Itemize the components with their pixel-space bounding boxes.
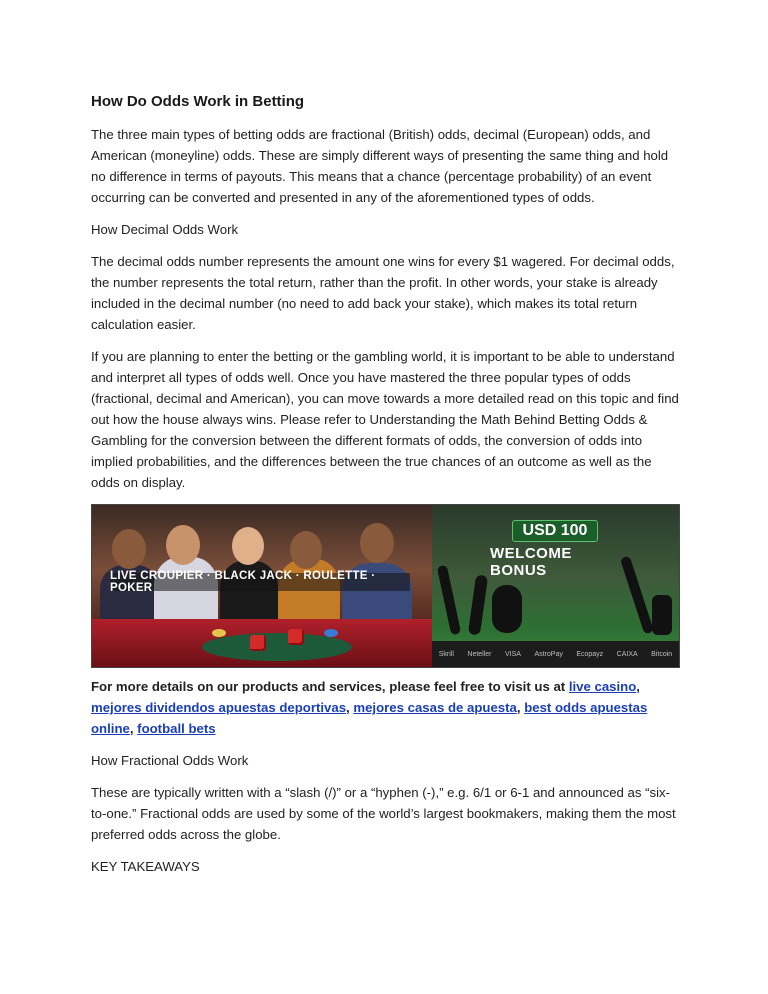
payment-logo: Neteller <box>467 650 492 658</box>
links-paragraph: For more details on our products and services, please feel free to visit us at live casino, mejores dividendos apuestas deportivas, mejores casas de apuesta, best odds apuestas online, football bets <box>91 679 648 736</box>
decimal-heading: How Decimal Odds Work <box>91 222 239 237</box>
link-best-odds[interactable]: best odds apuestas online <box>91 700 648 736</box>
payment-logo: AstroPay <box>534 650 563 658</box>
casino-photo <box>92 505 432 667</box>
chip-icon <box>324 629 338 637</box>
decimal-paragraph: The decimal odds number represents the amount one wins for every $1 wagered. For decimal odds, the number represents the total return, rather than the profit. In other words, your stake is already included in the decimal number (no need to add back your stake), which makes its total return calculation easier. <box>91 254 675 332</box>
planning-paragraph: If you are planning to enter the betting or the gambling world, it is important to be able to understand and interpret all types of odds well. Once you have mastered the three popular types of odds (fractional, decimal and American), you can move towards a more detailed read on this topic and find out how the house always wins. Please refer to Understanding the Math Behind Betting Odds & Gambling for the conversion between the different formats of odds, the conversion of odds into implied probabilities, and the differences between the true chances of an outcome as well as the odds on display. <box>91 349 679 490</box>
chip-icon <box>212 629 226 637</box>
takeaways-heading: KEY TAKEAWAYS <box>91 859 200 874</box>
payment-logos <box>432 641 679 667</box>
payment-logo: VISA <box>505 650 521 658</box>
welcome-bonus <box>490 521 620 579</box>
link-mejores-dividendos[interactable]: mejores dividendos apuestas deportivas <box>91 700 347 715</box>
dice-icon <box>250 635 266 651</box>
link-mejores-casas[interactable]: mejores casas de apuesta <box>353 700 517 715</box>
games-strip: LIVE CROUPIER · BLACK JACK · ROULETTE · POKER <box>110 573 410 591</box>
payment-logo: Bitcoin <box>651 650 673 658</box>
fractional-paragraph: These are typically written with a “slash (/)” or a “hyphen (-),” e.g. 6/1 or 6-1 and announced as “six-to-one.” Fractional odds are used by some of the world’s largest bookmakers, making them the most preferred odds across the globe. <box>91 785 676 842</box>
promo-banner[interactable] <box>91 504 680 668</box>
payment-logo: Skrill <box>438 650 454 658</box>
article-body <box>91 92 681 888</box>
fractional-heading: How Fractional Odds Work <box>91 753 249 768</box>
bonus-text: WELCOME BONUS <box>490 544 572 579</box>
bonus-amount: USD 100 <box>512 520 599 542</box>
links-lead: For more details on our products and services, please feel free to visit us at <box>91 679 569 694</box>
payment-logo: CAIXA <box>616 650 638 658</box>
payment-logo: Ecopayz <box>576 650 604 658</box>
dice-icon <box>288 629 304 645</box>
link-football-bets[interactable]: football bets <box>137 721 216 736</box>
link-live-casino[interactable]: live casino <box>568 679 637 694</box>
intro-paragraph: The three main types of betting odds are fractional (British) odds, decimal (European) odds, and American (moneyline) odds. These are simply different ways of presenting the same thing and hold no difference in terms of payouts. This means that a chance (percentage probability) of an event occurring can be converted and presented in any of the aforementioned types of odds. <box>91 127 669 205</box>
article-title: How Do Odds Work in Betting <box>91 93 305 110</box>
sports-photo <box>432 505 679 667</box>
